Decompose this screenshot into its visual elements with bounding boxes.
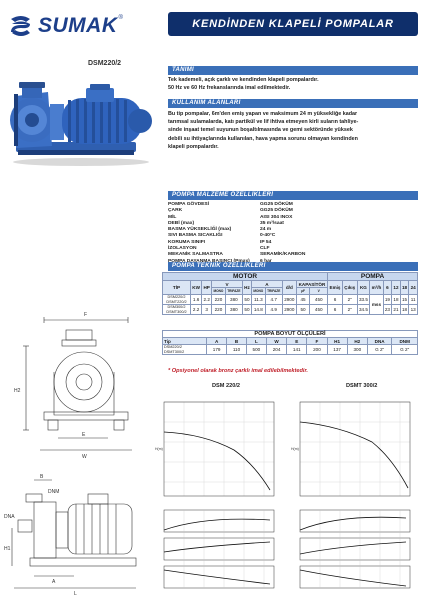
spec-key: KORUMA SINIFI: [168, 239, 206, 245]
tanimi-line: Tek kademeli, açık çarklı ve kendinden klapeli pompalardır.: [168, 77, 319, 83]
cell-cv: 450: [310, 305, 328, 315]
col-head: HP: [202, 281, 212, 295]
cell-hp: 3: [202, 305, 212, 315]
kullanim-line: Bu tip pompalar, 6m'den emiş yapan ve maksimum 24 m yüksekliğe kadar: [168, 111, 358, 117]
tip-name: DSM220/2: [164, 345, 182, 349]
spec-key: SIVI BASMA SICAKLIĞI: [168, 233, 223, 239]
spec-value: 35 m³/saat: [260, 220, 284, 226]
cell-kw: 1.6: [191, 295, 202, 305]
side-view-drawing: [4, 472, 154, 596]
dim-label-w: W: [82, 454, 87, 460]
spec-key: ÇARK: [168, 208, 183, 214]
cell-q: 11: [409, 295, 418, 305]
brand-logo: [8, 12, 158, 40]
cell-q: 18: [400, 305, 409, 315]
tip-cell: [163, 295, 191, 305]
mss-cell: mss: [370, 295, 383, 315]
cell-em: 6: [328, 295, 343, 305]
tip-cell: [163, 305, 191, 315]
cell-kw: 2.2: [191, 305, 202, 315]
kullanim-line: klapeli pompalardır.: [168, 143, 219, 150]
cell-kg: 33.5: [357, 295, 370, 305]
section-head-malzeme: POMPA MALZEME ÖZELLİKLERİ: [168, 191, 418, 200]
sub-head: V: [310, 288, 328, 295]
dim-label-f: F: [84, 312, 88, 318]
performance-curves-left: [154, 392, 282, 596]
cell-a2: 4.9: [265, 305, 282, 315]
col-head: KAPASİTÖR: [296, 281, 327, 288]
kullanim-line: tarımsal sulamalarda, katı partikül ve lif ihtiva etmeyen kirli suların tahliye-: [168, 119, 359, 126]
dim-head: H2: [347, 338, 367, 345]
spec-key: DEBİ (max): [168, 220, 195, 226]
tip-header: TİP: [163, 281, 191, 295]
dim-cell: 200: [307, 345, 327, 355]
registered-mark: ®: [118, 15, 123, 21]
dim-head: H1: [327, 338, 347, 345]
spec-key: İZOLASYON: [168, 246, 197, 252]
tip-name: DSMT300/2: [166, 309, 187, 314]
cell-ck: 2": [342, 295, 357, 305]
cell-q: 23: [383, 305, 392, 315]
spec-key: MEKANİK SALMASTRA: [168, 252, 223, 258]
dim-label-l: L: [74, 591, 77, 596]
cell-em: 6: [328, 305, 343, 315]
col-head: Emiş: [328, 281, 343, 295]
col-head: A: [252, 281, 283, 288]
cell-hz: 50: [242, 295, 251, 305]
page-banner: KENDİNDEN KLAPELİ POMPALAR: [168, 12, 418, 36]
dim-cell: 137: [327, 345, 347, 355]
dim-tip-cell: [163, 345, 207, 355]
tip-name: DSMT220/2: [166, 299, 187, 304]
spec-value: CLF: [260, 246, 270, 252]
brand-name: SUMAK: [38, 14, 118, 37]
col-head: 12: [392, 281, 401, 295]
dim-head: A: [207, 338, 227, 345]
cell-v2: 380: [225, 295, 242, 305]
cell-q: 21: [392, 305, 401, 315]
dimension-table: [162, 330, 418, 355]
sub-head: TRIFAZE: [227, 289, 241, 293]
spec-value: SERAMİK/KARBON: [260, 252, 306, 258]
cell-a1: 14.8: [252, 305, 266, 315]
sub-head: TRIFAZE: [267, 289, 281, 293]
cell-cv: 450: [310, 295, 328, 305]
tip-name: DSM300/2: [167, 305, 186, 309]
y-axis-label: H(m): [155, 447, 163, 451]
tanimi-line: 50 Hz ve 60 Hz frekanslarında imal edilmektedir.: [168, 85, 291, 92]
cell-q: 18: [392, 295, 401, 305]
cell-a2: 4.7: [265, 295, 282, 305]
cell-q: 15: [400, 295, 409, 305]
dim-label-a: A: [52, 579, 56, 585]
chart-title-right: DSMT 300/2: [346, 383, 378, 389]
cell-ck: 2": [342, 305, 357, 315]
performance-curves-right: [290, 392, 418, 596]
dim-label-dnm: DNM: [48, 489, 60, 495]
cell-v2: 380: [225, 305, 242, 315]
col-head: KW: [191, 281, 202, 295]
bronze-impeller-note: * Opsiyonel olarak bronz çarklı imal edilebilmektedir.: [168, 368, 308, 374]
kullanim-text: [168, 110, 418, 151]
cell-v1: 220: [212, 305, 226, 315]
motor-header: MOTOR: [163, 273, 328, 281]
cell-uf: 45: [296, 295, 310, 305]
dim-head: L: [246, 338, 266, 345]
spec-key: MİL: [168, 214, 177, 220]
section-head-teknik: POMPA TEKNİK ÖZELLİKLERİ: [168, 262, 418, 271]
pompa-header: POMPA: [328, 273, 418, 281]
col-head: d/d: [282, 281, 296, 295]
y-axis-label: H(m): [291, 447, 299, 451]
col-head: V: [212, 281, 243, 288]
dim-label-h1: H1: [4, 546, 11, 552]
kullanim-line: sinde inşaat temel suyunun boşaltılmasında ve gemi sektöründe yüksek: [168, 127, 353, 134]
cell-q: 19: [383, 295, 392, 305]
table-row: [163, 345, 418, 355]
kullanim-line: debili su ihtiyaçlarında kullanılan, hava yapma sorunu olmayan kendinden: [168, 135, 358, 142]
dim-head: B: [227, 338, 247, 345]
dim-label-h2: H2: [14, 388, 21, 394]
table-row: [163, 295, 418, 305]
dim-cell: 110: [227, 345, 247, 355]
cell-dd: 2900: [282, 305, 296, 315]
sumak-logo-icon: [8, 13, 34, 39]
spec-value: 24 m: [260, 227, 272, 233]
col-head: Çıkış: [342, 281, 357, 295]
section-head-kullanim: KULLANIM ALANLARI: [168, 99, 418, 108]
spec-key: BASMA YÜKSEKLİĞİ (max): [168, 227, 232, 233]
col-head: Hz: [242, 281, 251, 295]
spec-value: GG25 DÖKÜM: [260, 208, 293, 214]
dim-label-e: E: [82, 432, 86, 438]
tanimi-text: [168, 76, 418, 92]
section-head-tanimi: TANIMI: [168, 66, 418, 75]
col-head: 18: [400, 281, 409, 295]
dimension-title: POMPA BOYUT ÖLÇÜLERİ: [163, 331, 418, 338]
sub-head: MONO: [253, 289, 264, 293]
col-head: 6: [383, 281, 392, 295]
sub-head: µF: [296, 288, 310, 295]
col-head: KG: [357, 281, 370, 295]
spec-key: POMPA GÖVDESİ: [168, 202, 210, 207]
spec-value: AISI 304 INOX: [260, 214, 293, 220]
cell-hz: 50: [242, 305, 251, 315]
front-view-drawing: [4, 300, 154, 468]
cell-dd: 2900: [282, 295, 296, 305]
pump-photo: [6, 74, 156, 168]
dim-head: DNM: [392, 338, 418, 345]
cell-v1: 220: [212, 295, 226, 305]
dim-label-dna: DNA: [4, 514, 15, 520]
tip-name: DSM220/2: [167, 295, 186, 299]
dim-head: F: [307, 338, 327, 345]
technical-table: [162, 272, 418, 315]
spec-value: IP 54: [260, 239, 272, 245]
sub-head: MONO: [213, 289, 224, 293]
dim-head: DNA: [367, 338, 392, 345]
cell-uf: 50: [296, 305, 310, 315]
dim-cell: 179: [207, 345, 227, 355]
cell-kg: 34.5: [357, 305, 370, 315]
model-label: DSM220/2: [88, 60, 122, 67]
dim-head: Tip: [163, 338, 207, 345]
dim-cell: G 2": [392, 345, 418, 355]
dim-cell: 300: [347, 345, 367, 355]
dim-head: E: [287, 338, 307, 345]
tip-name: DSMT300/2: [164, 349, 185, 354]
dim-label-b: B: [40, 474, 44, 480]
chart-title-left: DSM 220/2: [212, 383, 240, 389]
spec-value: GG25 DÖKÜM: [260, 202, 293, 207]
col-head: 24: [409, 281, 418, 295]
dim-cell: 141: [287, 345, 307, 355]
dim-cell: G 2": [367, 345, 392, 355]
dim-cell: 204: [266, 345, 286, 355]
col-head: m³/h: [370, 281, 383, 295]
cell-a1: 11.3: [252, 295, 266, 305]
dim-head: W: [266, 338, 286, 345]
spec-value: 0-40°C: [260, 233, 276, 239]
cell-hp: 2.2: [202, 295, 212, 305]
dim-cell: 500: [246, 345, 266, 355]
cell-q: 13: [409, 305, 418, 315]
material-spec-list: [168, 202, 418, 265]
